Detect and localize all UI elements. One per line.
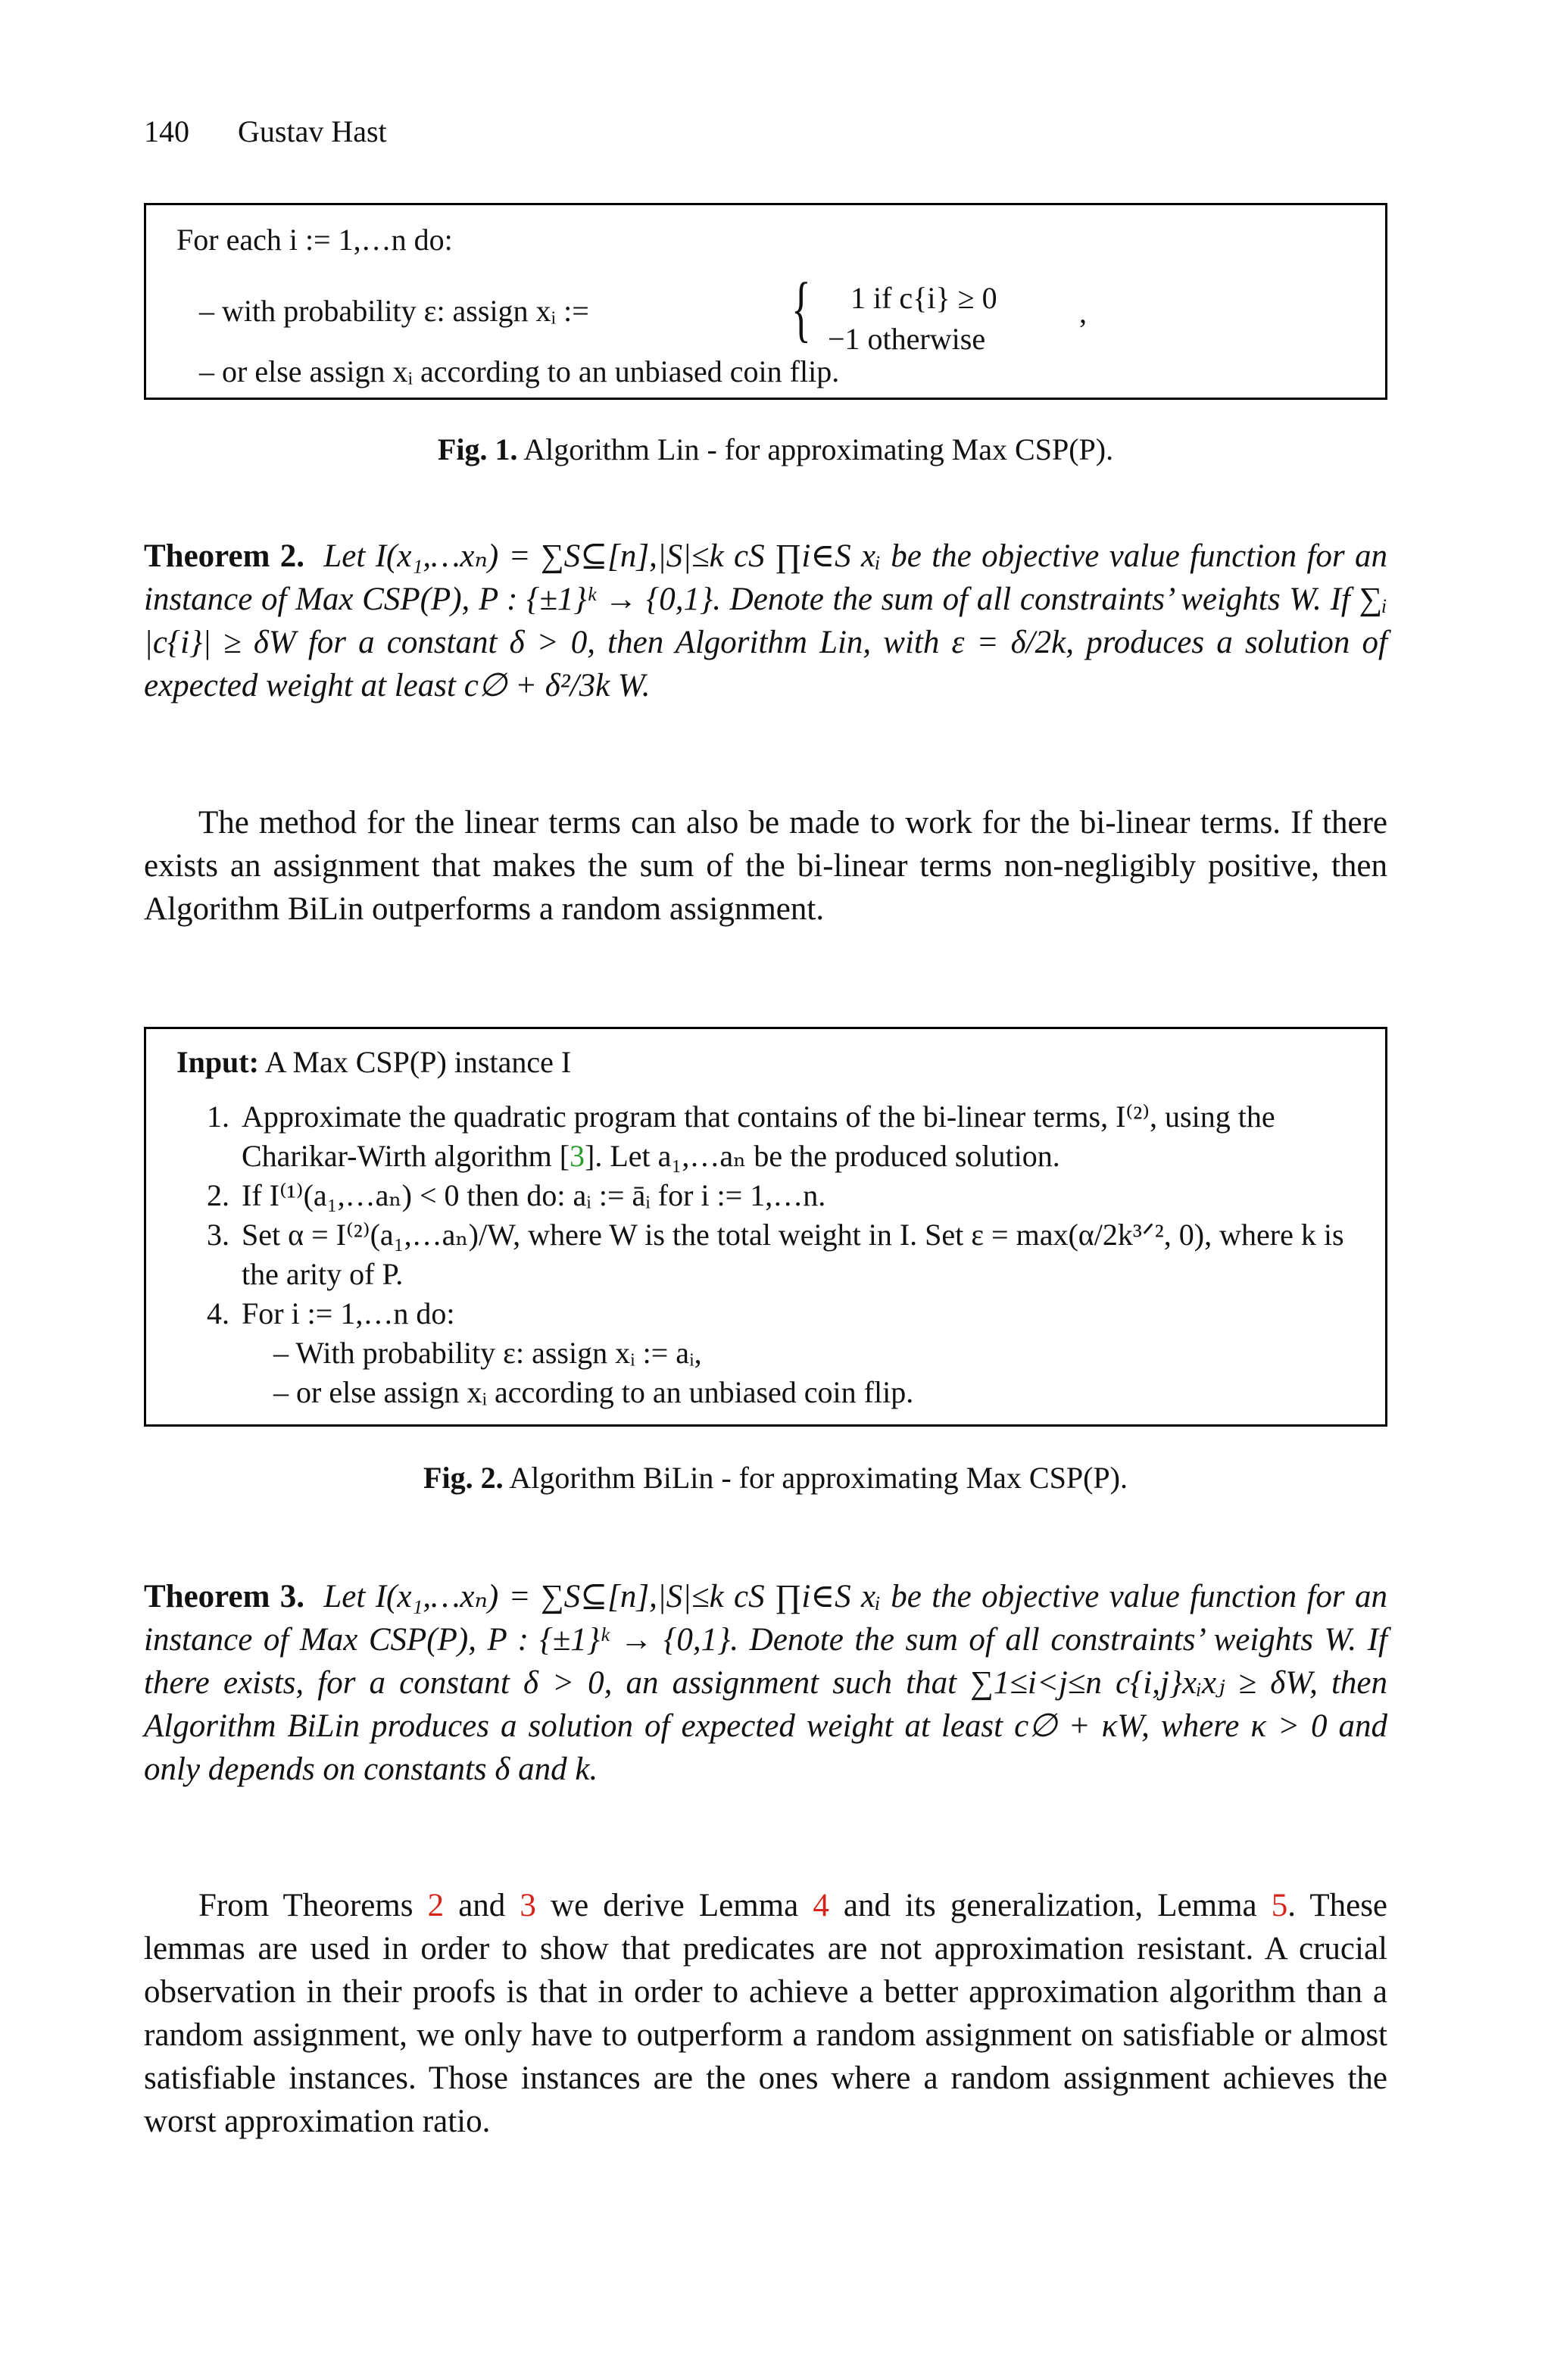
citation-link[interactable]: 3 [570,1139,585,1173]
fig1-case-2: −1 otherwise [828,322,986,356]
paragraph-bilinear: The method for the linear terms can also be made to work for the bi-linear terms. If there exists an assignment that makes the sum of the bi-linear terms non-negligibly positive, then Algorithm BiLin outperforms a random assignment. [144,805,1387,927]
fig1-brace: { [791,268,811,350]
para2-text-1: From Theorems [198,1888,428,1923]
para2-text-5: . These lemmas are used in order to show that predicates are not approximation resistant. A crucial observation in their proofs is that in order to achieve a better approximation algorithm than a random assignment, we only have to outperform a random assignment on satisfiable or almost satisfiable instances. Those instances are the ones where a random assignment achieves the worst approximation ratio. [144,1888,1388,2139]
fig1-caption-label: Fig. 1. [437,432,518,466]
fig1-line-2: – with probability ε: assign xᵢ := [199,294,589,328]
figure-1-caption [0,432,1551,467]
figure-2-caption [0,1460,1551,1496]
paragraph-lemmas [144,1884,1387,2143]
fig2-step-4 [237,1294,1373,1412]
page-number: 140 [144,114,189,148]
theorem-3-link[interactable]: 3 [520,1888,536,1923]
fig1-caption-text: Algorithm Lin - for approximating Max CSP(P). [523,432,1114,466]
fig2-caption-text: Algorithm BiLin - for approximating Max CSP(P). [509,1461,1128,1495]
fig1-cases [828,278,997,360]
theorem-3-label: Theorem 3. [144,1579,305,1614]
fig1-line-1: For each i := 1,…n do: [176,223,453,257]
fig1-comma: , [1079,295,1087,329]
fig1-case-1: 1 if c{i} ≥ 0 [850,281,997,315]
figure-1-box [144,203,1387,400]
fig2-step-1 [237,1097,1373,1176]
para2-text-3: we derive Lemma [535,1888,813,1923]
figure-2-box [144,1027,1387,1427]
theorem-2-link[interactable]: 2 [427,1888,445,1923]
fig2-step-4a: – With probability ε: assign xᵢ := aᵢ, [273,1336,702,1370]
theorem-3-text: Let I(x₁,…xₙ) = ∑S⊆[n],|S|≤k cS ∏i∈S xᵢ be the objective value function for an instance of Max CSP(P), P : {±1}ᵏ → {0,1}. Denote the sum of all constraints’ weights W. If there exists, for a constant δ > 0, an assignment such that ∑1≤i<j≤n c{i,j}xᵢxⱼ ≥ δW, then Algorithm BiLin produces a solution of expected weight at least c∅ + κW, where κ > 0 and only depends on constants δ and k. [144,1579,1387,1787]
author-name: Gustav Hast [238,114,387,148]
fig1-line-3: – or else assign xᵢ according to an unbiased coin flip. [199,354,840,388]
theorem-2 [144,535,1387,707]
lemma-4-link[interactable]: 4 [813,1888,829,1923]
para2-text-4: and its generalization, Lemma [829,1888,1272,1923]
fig2-step-4b: – or else assign xᵢ according to an unbiased coin flip. [273,1375,914,1409]
fig2-step-4-sublist [242,1333,1373,1412]
para2-text-2: and [444,1888,520,1923]
fig2-steps [192,1097,1373,1412]
theorem-2-text: Let I(x₁,…xₙ) = ∑S⊆[n],|S|≤k cS ∏i∈S xᵢ be the objective value function for an instance of Max CSP(P), P : {±1}ᵏ → {0,1}. Denote the sum of all constraints’ weights W. If ∑ᵢ |c{i}| ≥ δW for a constant δ > 0, then Algorithm Lin, with ε = δ/2k, produces a solution of expected weight at least c∅ + δ²/3k W. [144,538,1387,703]
fig2-step-1-text-b: ]. Let a₁,…aₙ be the produced solution. [585,1139,1060,1173]
lemma-5-link[interactable]: 5 [1271,1888,1288,1923]
theorem-2-label: Theorem 2. [144,538,305,574]
fig2-input-text: A Max CSP(P) instance I [264,1045,572,1079]
theorem-3 [144,1575,1387,1791]
fig2-input-label: Input: [176,1045,259,1079]
fig2-step-3: 3. Set α = I⁽²⁾(a₁,…aₙ)/W, where W is the total weight in I. Set ε = max(α/2k³ᐟ², 0), where k is the arity of P. [237,1215,1373,1294]
fig2-step-1-text-a: Approximate the quadratic program that contains of the bi-linear terms, I⁽²⁾, using the Charikar-Wirth algorithm [ [242,1100,1275,1173]
fig2-input [176,1044,571,1080]
fig2-caption-label: Fig. 2. [423,1461,504,1495]
running-header [144,114,428,149]
fig2-step-4-text: For i := 1,…n do: [242,1296,455,1330]
fig2-step-2: 2. If I⁽¹⁾(a₁,…aₙ) < 0 then do: aᵢ := āᵢ for i := 1,…n. [237,1176,1373,1215]
